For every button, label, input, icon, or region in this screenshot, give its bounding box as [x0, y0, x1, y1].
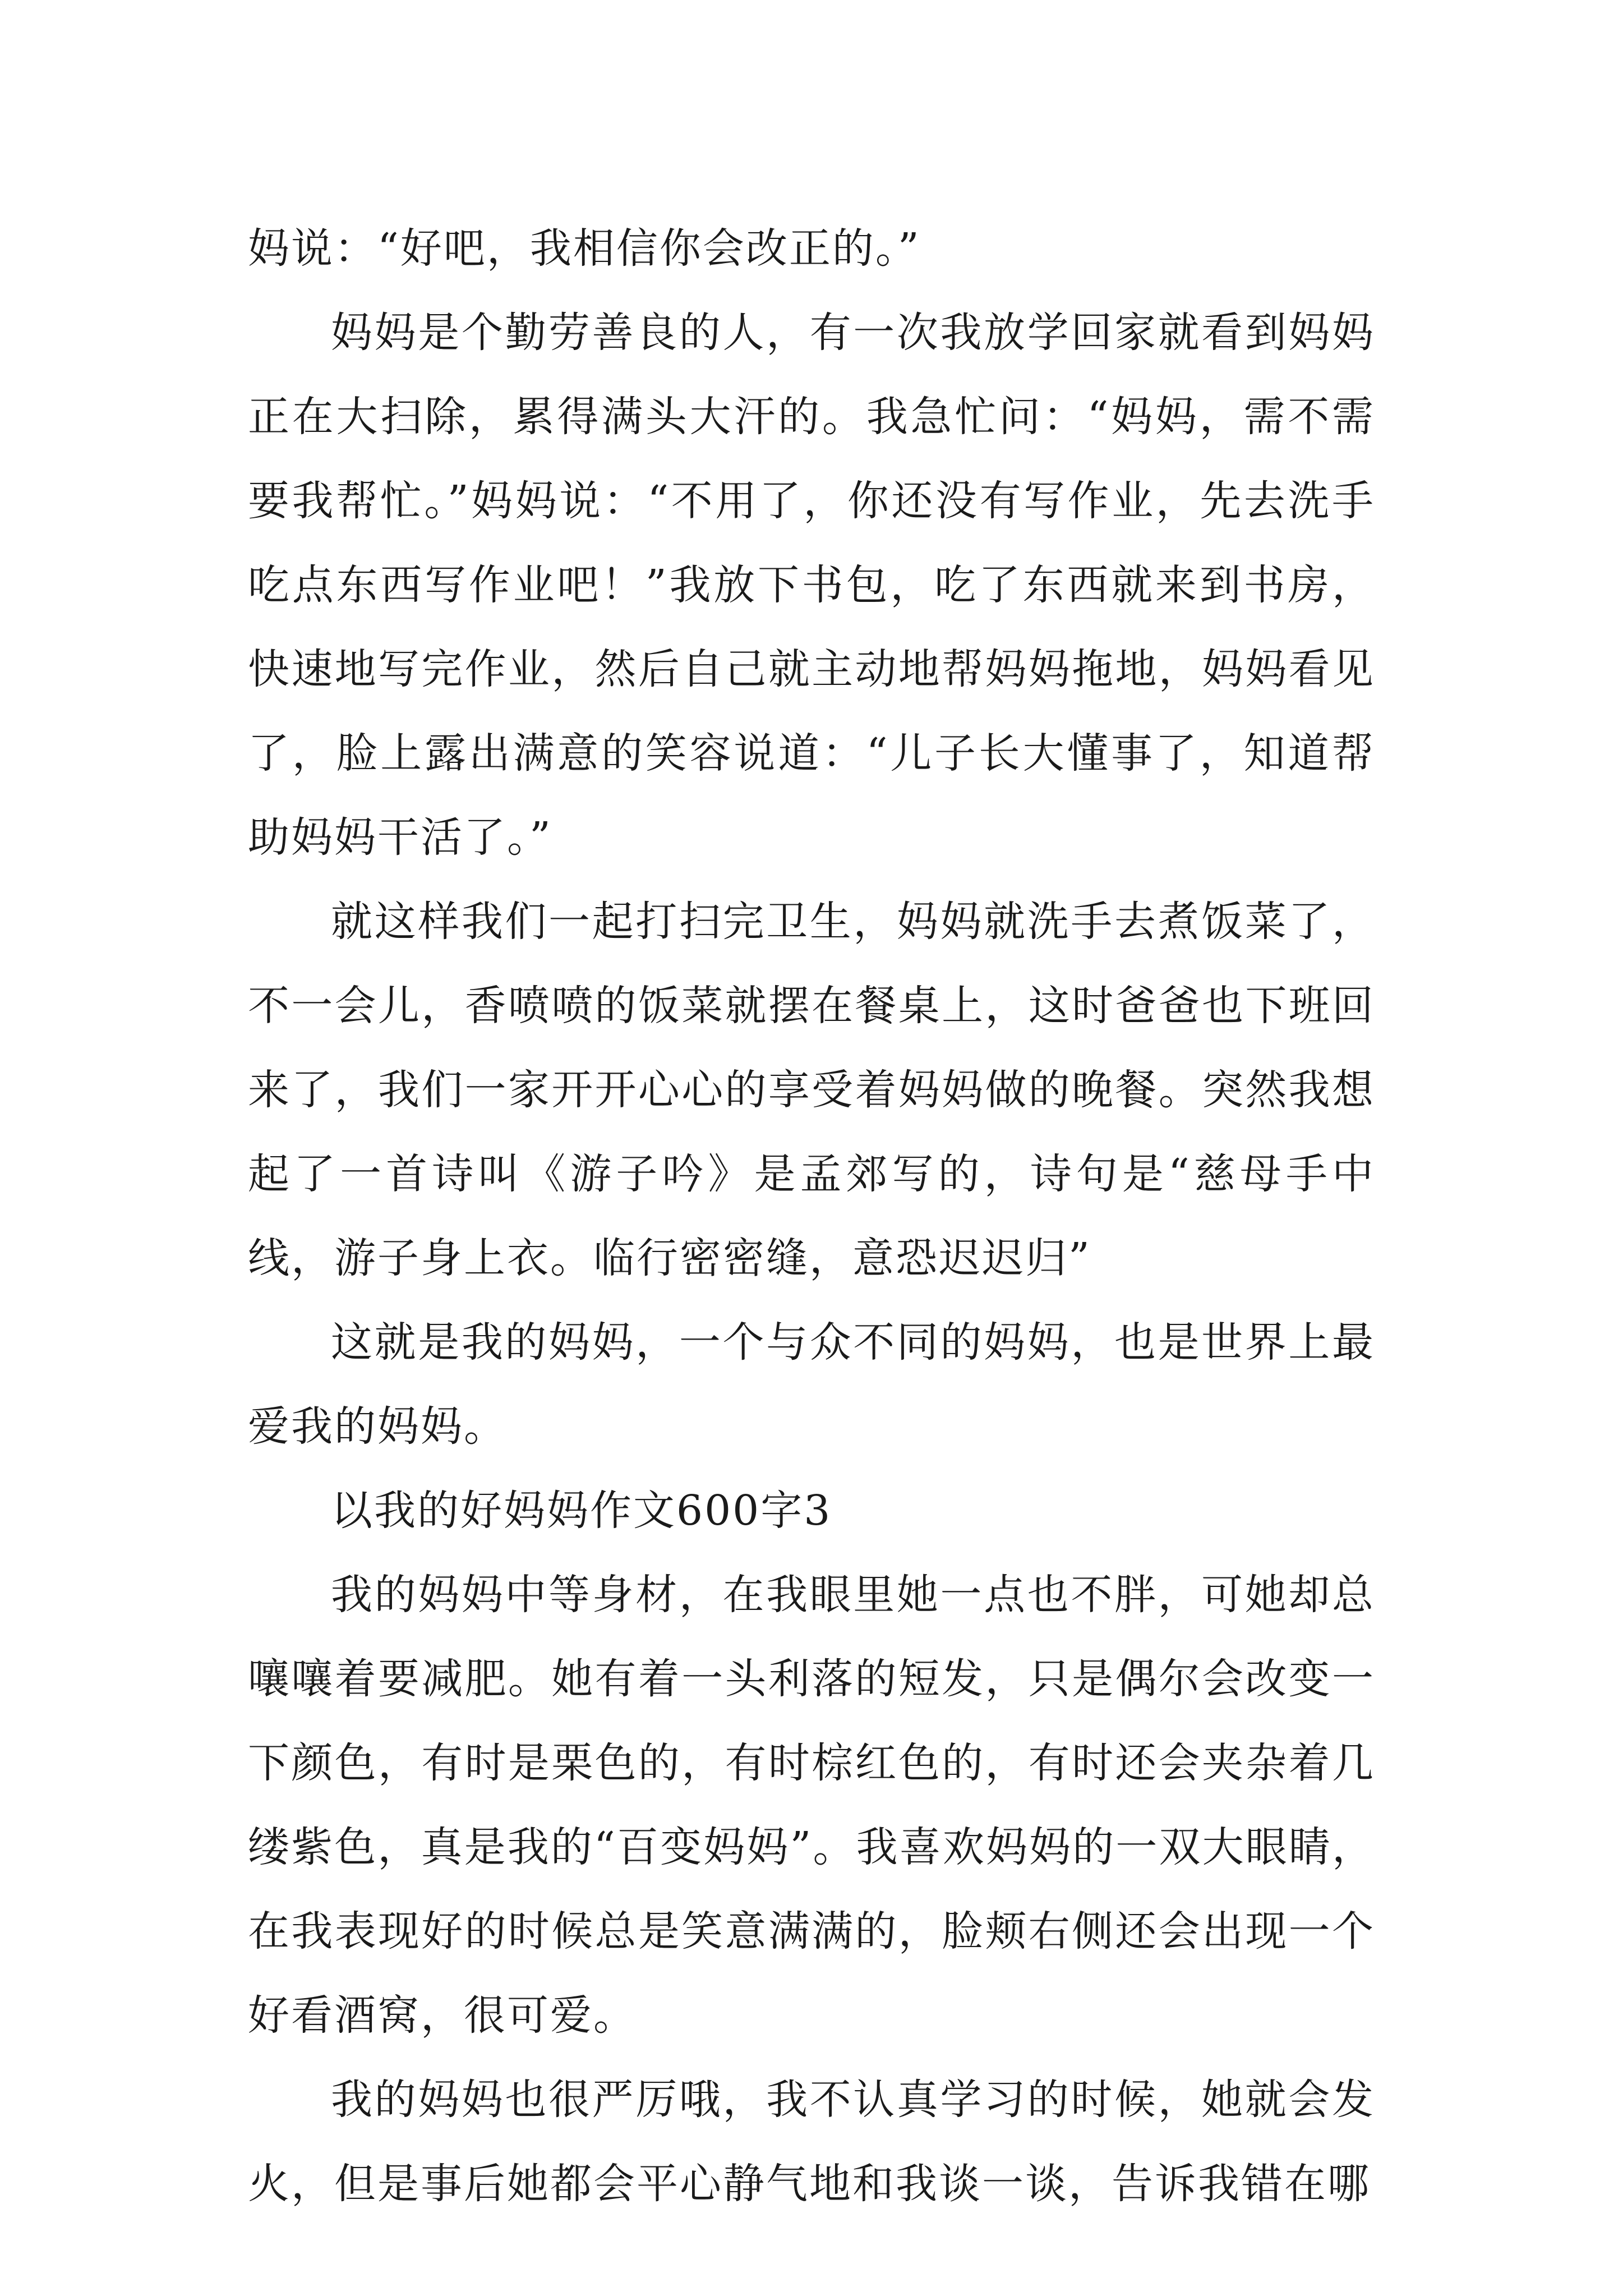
paragraph-3: 就这样我们一起打扫完卫生，妈妈就洗手去煮饭菜了，不一会儿，香喷喷的饭菜就摆在餐桌上，这时爸爸也下班回来了，我们一家开开心心的享受着妈妈做的晚餐。突然我想起了一首诗叫《游子吟》是孟郊写的，诗句是“慈母手中线，游子身上衣。临行密密缝，意恐迟迟归” [248, 898, 1375, 1282]
paragraph-2: 妈妈是个勤劳善良的人，有一次我放学回家就看到妈妈正在大扫除，累得满头大汗的。我急忙问：“妈妈，需不需要我帮忙。”妈妈说：“不用了，你还没有写作业，先去洗手吃点东西写作业吧！”我放下书包，吃了东西就来到书房，快速地写完作业，然后自己就主动地帮妈妈拖地，妈妈看见了，脸上露出满意的笑容说道：“儿子长大懂事了，知道帮助妈妈干活了。” [248, 309, 1375, 862]
paragraph-6: 我的妈妈也很严厉哦，我不认真学习的时候，她就会发火，但是事后她都会平心静气地和我谈一谈，告诉我错在哪 [248, 2076, 1375, 2208]
section-title: 以我的好妈妈作文600字3 [331, 1487, 832, 1535]
paragraph-1: 妈说：“好吧，我相信你会改正的。” [248, 224, 921, 273]
paragraph-5: 我的妈妈中等身材，在我眼里她一点也不胖，可她却总嚷嚷着要减肥。她有着一头利落的短发，只是偶尔会改变一下颜色，有时是栗色的，有时棕红色的，有时还会夹杂着几缕紫色，真是我的“百变妈妈”。我喜欢妈妈的一双大眼睛，在我表现好的时候总是笑意满满的，脸颊右侧还会出现一个好看酒窝，很可爱。 [248, 1571, 1375, 2040]
paragraph-4: 这就是我的妈妈，一个与众不同的妈妈，也是世界上最爱我的妈妈。 [248, 1318, 1375, 1451]
document-body [248, 206, 1375, 2226]
